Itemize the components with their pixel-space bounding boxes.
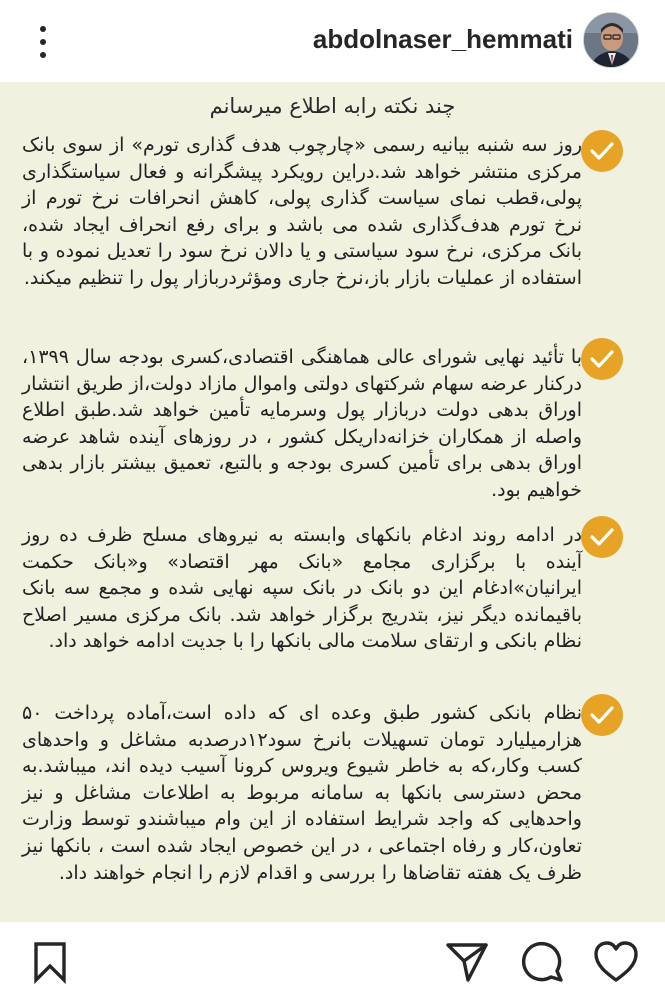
profile-photo-icon [584, 13, 639, 68]
more-options-icon[interactable] [30, 22, 56, 62]
check-icon [581, 516, 623, 558]
post-header [0, 0, 665, 82]
avatar[interactable] [583, 12, 639, 68]
check-icon [581, 694, 623, 736]
dot [40, 39, 46, 45]
share-icon[interactable] [444, 940, 490, 988]
post-title: چند نکته رابه اطلاع میرسانم [209, 94, 456, 118]
paragraph-budget-deficit: با تأئید نهایی شورای عالی هماهنگی اقتصادی،کسری بودجه سال ۱۳۹۹، درکنار عرضه سهام شرکتهای دولتی واموال مازاد دولت،از طریق انتشار اوراق بدهی دولت دربازار پول وسرمایه تأمین خواهد شد.طبق اطلاع واصله از همکاران خزانه‌داریکل کشور ، در روزهای آینده شاهد عرضه اوراق بدهی برای تأمین کسری بودجه و بالتبع، تعمیق بیشتر بازار بدهی خواهیم بود. [22, 346, 582, 501]
bookmark-icon[interactable] [28, 940, 72, 988]
dot [40, 26, 46, 32]
paragraph-inflation-framework: روز سه شنبه بیانیه رسمی «چارچوب هدف گذاری تورم» از سوی بانک مرکزی منتشر خواهد شد.دراین رویکرد پیشگرانه و فعال سیاستگذاری پولی،قطب نمای سیاست گذاری پولی، کاهش انحرافات نرخ تورم از نرخ تورم هدف‌گذاری شده می باشد و برای رفع انحراف ایجاد شده، بانک مرکزی، نرخ سود سیاستی و یا دالان نرخ سود را تعدیل نموده و با استفاده از عملیات بازار باز،نرخ جاری ومؤثردربازار پول را تنظیم میکند. [22, 134, 582, 289]
username[interactable]: abdolnaser_hemmati [312, 24, 573, 54]
dot [40, 52, 46, 58]
check-icon [581, 130, 623, 172]
post-actions [0, 922, 665, 1000]
comment-icon[interactable] [520, 940, 566, 990]
post-image[interactable] [0, 82, 665, 922]
paragraph-bank-merger: در ادامه روند ادغام بانکهای وابسته به نیروهای مسلح ظرف ده روز آینده با برگزاری مجامع «بانک مهر اقتصاد» و«بانک حکمت ایرانیان»ادغام این دو بانک در بانک سپه نهایی شده و مجمع سه بانک باقیمانده دیگر نیز، بتدریج برگزار خواهد شد. بانک مرکزی مسیر اصلاح نظام بانکی و ارتقای سلامت مالی بانکها را با جدیت ادامه خواهد داد. [22, 524, 582, 653]
heart-icon[interactable] [592, 940, 640, 988]
paragraph-loan-facilities: نظام بانکی کشور طبق وعده ای که داده است،آماده پرداخت ۵۰ هزارمیلیارد تومان تسهیلات بانرخ سود۱۲درصدبه مشاغل و واحدهای کسب وکار،که به خاطر شیوع ویروس کرونا آسیب دیده اند، میباشد.به محض دسترسی بانکها به سامانه مربوط به اطلاعات مشاغل و نیز واحدهایی که واجد شرایط استفاده از این وام میباشندو توسط وزارت تعاون،کار و رفاه اجتماعی ، در این خصوص ایجاد شده است ، بانکها نیز ظرف یک هفته تقاضاها را بررسی و اقدام لازم را انجام خواهند داد. [22, 702, 582, 884]
check-icon [581, 338, 623, 380]
